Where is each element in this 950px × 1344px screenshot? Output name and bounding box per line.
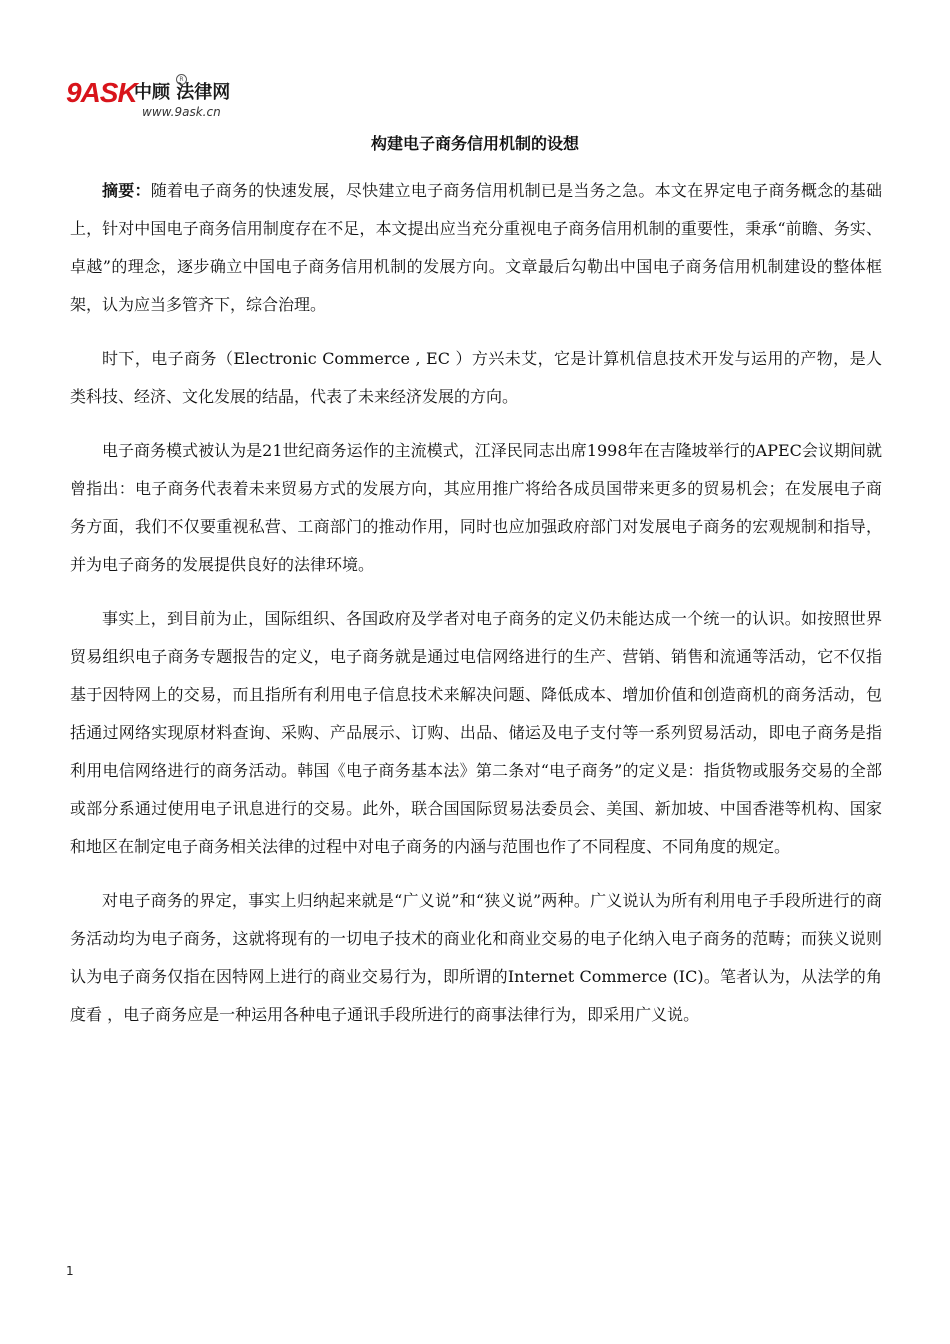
document-title: 构建电子商务信用机制的设想 — [370, 134, 579, 153]
body-paragraph-1: 时下，电子商务（Electronic Commerce , EC ）方兴未艾，它是计算机信息技术开发与运用的产物，是人类科技、经济、文化发展的结晶，代表了未来经济发展的方向。 — [70, 349, 882, 406]
document-body — [70, 172, 882, 1050]
registered-icon: R — [176, 74, 187, 85]
abstract-text: 随着电子商务的快速发展，尽快建立电子商务信用机制已是当务之急。本文在界定电子商务概念的基础上，针对中国电子商务信用制度存在不足，本文提出应当充分重视电子商务信用机制的重要性，秉承“前瞻、务实、卓越”的理念，逐步确立中国电子商务信用机制的发展方向。文章最后勾勒出中国电子商务信用机制建设的整体框架，认为应当多管齐下，综合治理。 — [70, 181, 882, 314]
abstract-lead: 摘要： — [102, 181, 151, 200]
body-paragraph-2: 电子商务模式被认为是21世纪商务运作的主流模式，江泽民同志出席1998年在吉隆坡举行的APEC会议期间就曾指出：电子商务代表着未来贸易方式的发展方向，其应用推广将给各成员国带来更多的贸易机会；在发展电子商务方面，我们不仅要重视私营、工商部门的推动作用，同时也应加强政府部门对发展电子商务的宏观规制和指导，并为电子商务的发展提供良好的法律环境。 — [70, 441, 882, 574]
body-paragraph-3: 事实上，到目前为止，国际组织、各国政府及学者对电子商务的定义仍未能达成一个统一的认识。如按照世界贸易组织电子商务专题报告的定义，电子商务就是通过电信网络进行的生产、营销、销售和流通等活动，它不仅指基于因特网上的交易，而且指所有利用电子信息技术来解决问题、降低成本、增加价值和创造商机的商务活动，包括通过网络实现原材料查询、采购、产品展示、订购、出品、储运及电子支付等一系列贸易活动，即电子商务是指利用电信网络进行的商务活动。韩国《电子商务基本法》第二条对“电子商务”的定义是：指货物或服务交易的全部或部分系通过使用电子讯息进行的交易。此外，联合国国际贸易法委员会、美国、新加坡、中国香港等机构、国家和地区在制定电子商务相关法律的过程中对电子商务的内涵与范围也作了不同程度、不同角度的规定。 — [70, 609, 882, 856]
logo-url: www.9ask.cn — [142, 105, 221, 119]
abstract-paragraph — [70, 172, 882, 324]
site-logo — [66, 74, 256, 126]
logo-brand: 中顾 法律网 — [134, 82, 231, 103]
body-paragraph-4: 对电子商务的界定，事实上归纳起来就是“广义说”和“狭义说”两种。广义说认为所有利用电子手段所进行的商务活动均为电子商务，这就将现有的一切电子技术的商业化和商业交易的电子化纳入电子商务的范畴；而狭义说则认为电子商务仅指在因特网上进行的商业交易行为，即所谓的Internet Commerce (IC)。笔者认为，从法学的角度看 ，电子商务应是一种运用各种电子通讯手段所进行的商事法律行为，即采用广义说。 — [70, 891, 882, 1024]
page-number: 1 — [66, 1264, 74, 1278]
logo-mark: 9ASK — [66, 77, 137, 108]
